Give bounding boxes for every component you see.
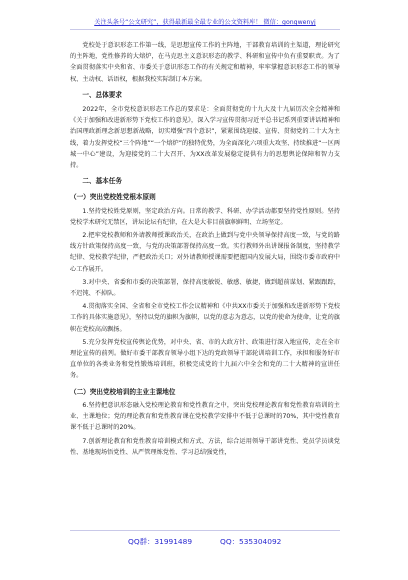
task-point: 2.把牢党校教师和外请教师授课政治关，在政治上做到与党中央领导保持高度一致，与党的路线方针政策保持高度一致，与党的决策部署保持高度一致。实行教师外出讲课报备制度，坚持教学纪律、党校教学纪律，严把政治关口；对外请教师授课需要把握国内发展大局，围绕市委市政府中心工作展开。	[70, 232, 340, 273]
task-point: 1.坚持党校姓党原则，坚定政治方向。日常的教学、科研、办学活动都要坚持党性原则。坚持党校学术研究无禁区，讲坛论坛有纪律，在大是大非目前旗帜鲜明、立场坚定。	[70, 207, 340, 226]
header-banner-link[interactable]: 关注头条号“公文研究”，获得最新最全最专业的公文资料库！ 微信：gongwenyj	[94, 19, 316, 26]
section-heading-general-requirements: 一、总体要求	[82, 90, 122, 99]
footer-divider	[70, 530, 340, 531]
qq-group-text: QQ群：31991489	[128, 537, 193, 546]
task-point: 6.坚持把意识形态融入党校理论教育和党性教育之中，突出党校理论教育和党性教育培训的主业、主课地位；党的理论教育和党性教育课在党校教学安排中不低于总课时的70%，其中党性教育课不低于总课时的20%。	[70, 401, 340, 432]
subsection-heading-party-principle: （一）突出党校姓党根本原则	[70, 193, 156, 202]
section-heading-basic-tasks: 二、基本任务	[82, 177, 122, 186]
intro-paragraph: 党校处于意识形态工作第一线，是思想宣传工作的主阵地，干部教育培训的主渠道，理论研究的主阵地，党性修养的大熔炉，在马克思主义意识形态的教学、科研和宣传中负有重要职责。为了全面贯彻落实中央和省、市委关于意识形态工作的有关规定和精神，牢牢掌握意识形态工作的领导权、主动权、话语权，根据我校实际制订本方案。	[70, 42, 340, 83]
header-divider	[70, 29, 340, 30]
qq-contact-text: QQ：535304092	[220, 537, 282, 546]
document-body	[70, 40, 340, 460]
task-point: 5.充分发挥党校宣传舆论优势，对中央、省、市的大政方针、政策进行深入地宣传，走在全市理论宣传的前列。做好市委干部教育领导小组下达的党政领导干部轮训培训工作，承担和服务好市直单位的各类业务和党性锻炼培训班，积极完成党的十九届六中全会和党的二十大精神的宣讲任务。	[70, 338, 340, 380]
general-requirements-paragraph: 2022年，全市党校意识形态工作总的要求是：全面贯彻党的十九大及十九届历次全会精神和《关于加强和改进新形势下党校工作的意见》，深入学习宣传贯彻习近平总书记系列重要讲话精神和治国理政新理念新思想新战略，切实增强“四个意识”，紧紧围绕迎接、宣传、贯彻党的二十大为主线，着力发挥党校“三个阵地”“一个熔炉”的独特优势，为全面深化六项重大攻坚、持续推进“一区两城一中心”建设，为迎接党的二十大召开、为XX改革发展稳定提供有力的思想舆论保障和智力支持。	[70, 106, 340, 170]
task-point: 7.创新理论教育和党性教育培训模式和方式、方法，综合运用领导干部讲党性、党员学员谈党性、基地现场悟党性、从严管理炼党性、学习总结强党性，	[70, 437, 340, 456]
task-point: 4.贯彻落实全国、全省和全市党校工作会议精神和《中共XX市委关于加强和改进新形势下党校工作的具体实施意见》，坚持以党的旗帜为旗帜，以党的意志为意志，以党的使命为使命，让党的旗帜在党校高高飘扬。	[70, 303, 340, 333]
task-point: 3.对中央、省委和市委的决策部署，保持高度敏锐、敏感、敏捷，做到超前谋划、紧跟跟踪，不迟钝、不掉队。	[70, 278, 340, 298]
subsection-heading-main-training: （二）突出党校培训的主业主课地位	[70, 387, 176, 396]
